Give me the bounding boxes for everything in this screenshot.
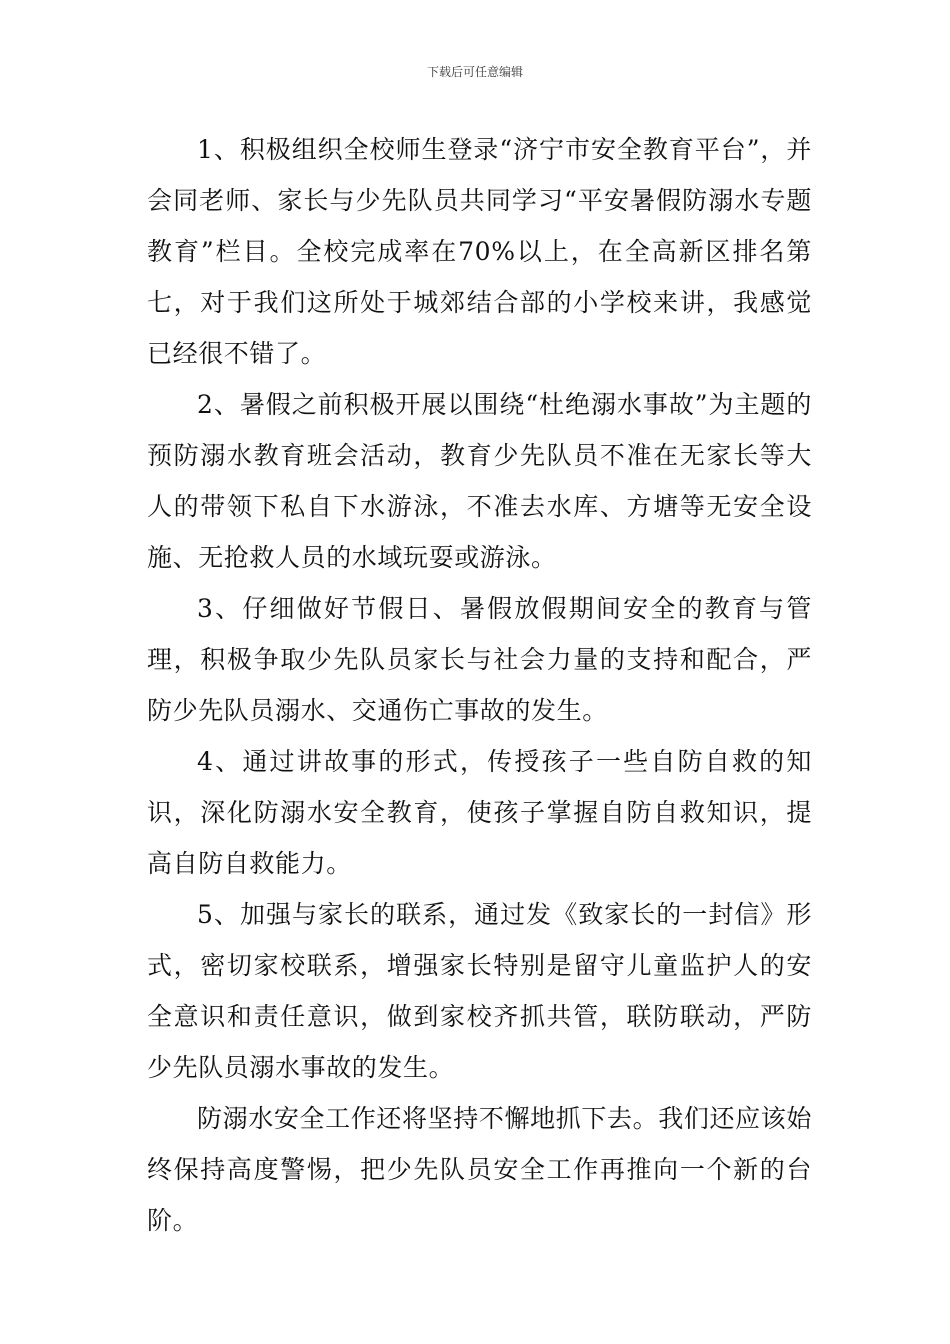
paragraph-5: 5、加强与家长的联系，通过发《致家长的一封信》形式，密切家校联系，增强家长特别是留守儿童监护人的安全意识和责任意识，做到家校齐抓共管，联防联动，严防少先队员溺水事故的发生。 (147, 900, 812, 1082)
paragraph-3: 3、仔细做好节假日、暑假放假期间安全的教育与管理，积极争取少先队员家长与社会力量的支持和配合，严防少先队员溺水、交通伤亡事故的发生。 (147, 594, 812, 725)
paragraph-4: 4、通过讲故事的形式，传授孩子一些自防自救的知识，深化防溺水安全教育，使孩子掌握自防自救知识，提高自防自救能力。 (147, 747, 812, 878)
paragraph-1: 1、积极组织全校师生登录“济宁市安全教育平台”，并会同老师、家长与少先队员共同学习“平安暑假防溺水专题教育”栏目。全校完成率在70%以上，在全高新区排名第七，对于我们这所处于城郊结合部的小学校来讲，我感觉已经很不错了。 (147, 135, 812, 368)
paragraph-conclusion: 防溺水安全工作还将坚持不懈地抓下去。我们还应该始终保持高度警惕，把少先队员安全工作再推向一个新的台阶。 (147, 1104, 812, 1235)
paragraph-2: 2、暑假之前积极开展以围绕“杜绝溺水事故”为主题的预防溺水教育班会活动，教育少先队员不准在无家长等大人的带领下私自下水游泳，不准去水库、方塘等无安全设施、无抢救人员的水域玩耍或游泳。 (147, 390, 812, 572)
page-header-note: 下载后可任意编辑 (426, 65, 523, 79)
document-body (147, 124, 812, 1246)
